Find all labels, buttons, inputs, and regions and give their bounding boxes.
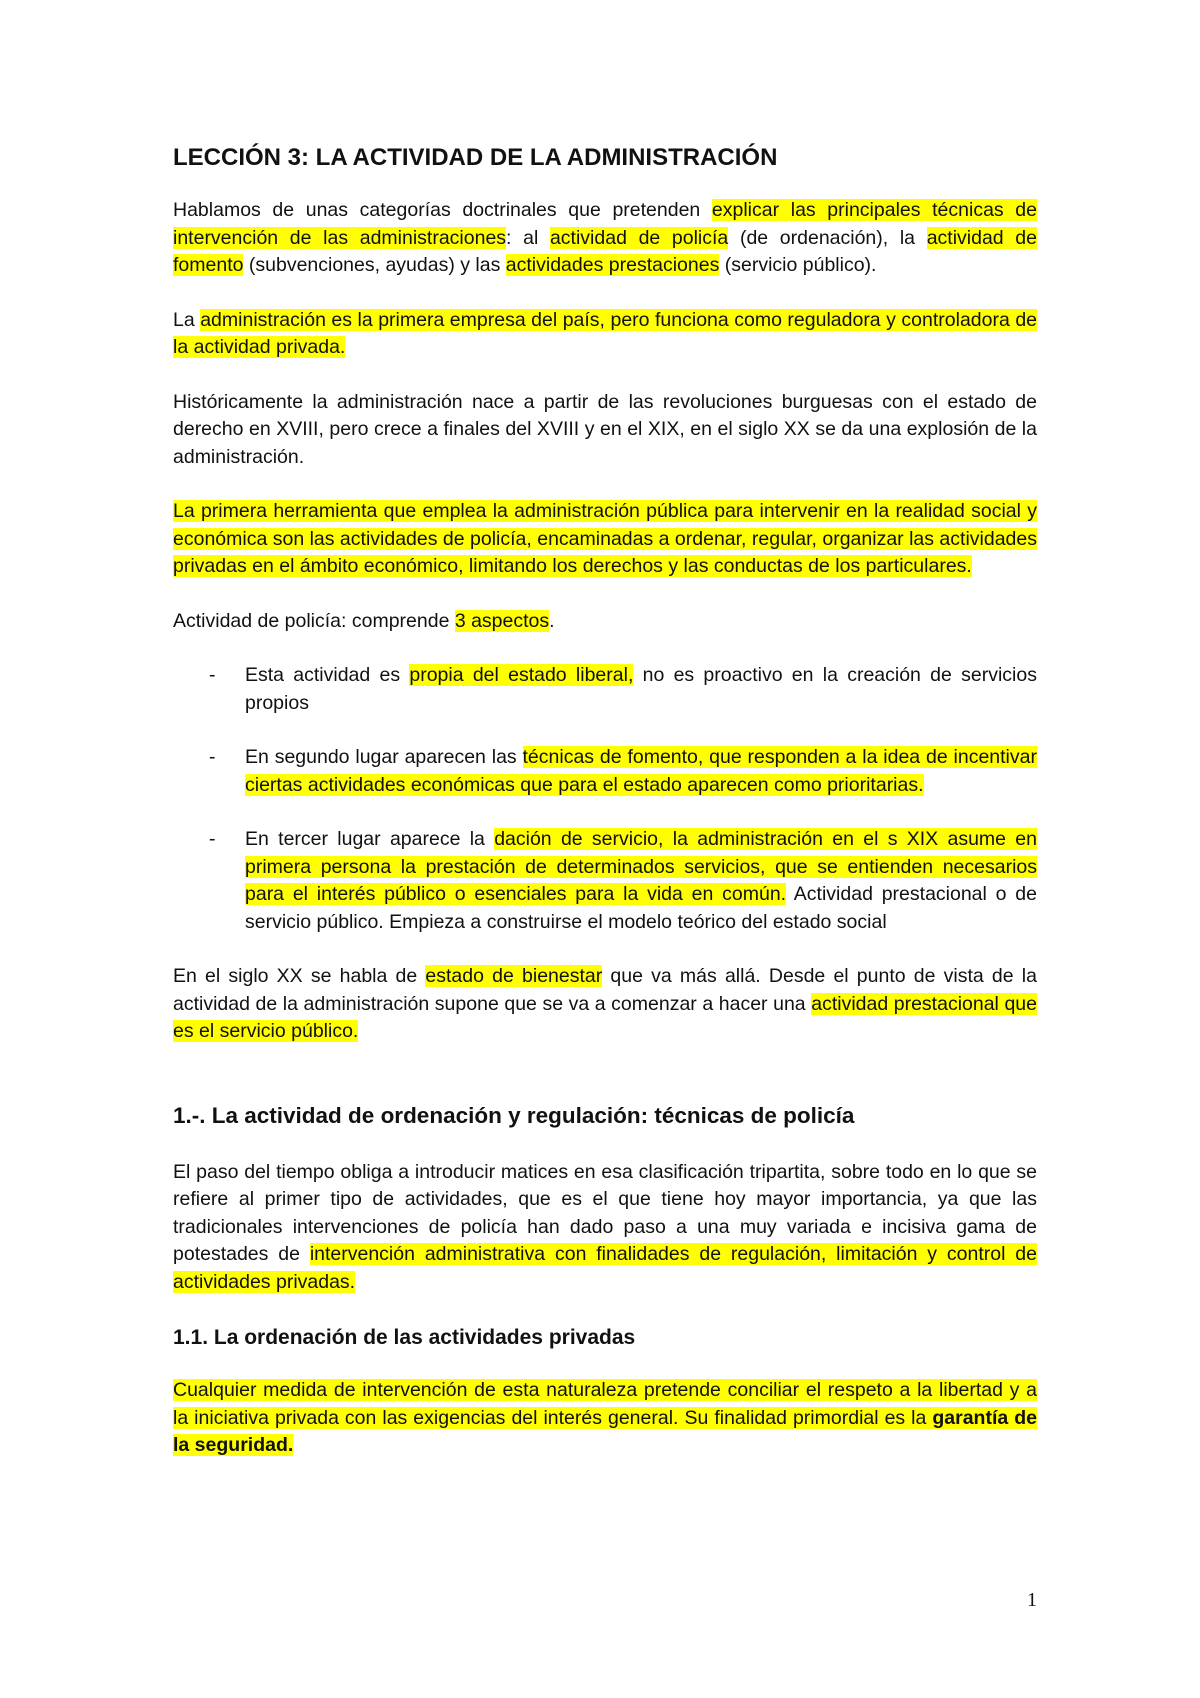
section-heading-1-1: 1.1. La ordenación de las actividades privadas (173, 1326, 636, 1349)
bullet-marker: - (209, 828, 216, 850)
highlighted-text: Cualquier medida de intervención de esta naturaleza pretende conciliar el respeto a la libertad y a la iniciativa privada con las exigencias del interés general. Su finalidad primordial es la (173, 1379, 1037, 1429)
highlighted-text: dación de servicio, la administración en el s XIX asume en primera persona la prestación de determinados servicios, que se entienden necesarios para el interés público o esenciales para la vida en común. (245, 828, 1037, 905)
bullet-text (245, 826, 1037, 936)
document-title: LECCIÓN 3: LA ACTIVIDAD DE LA ADMINISTRACIÓN (173, 144, 778, 171)
bullet-text (245, 744, 1037, 799)
text-run: . (549, 609, 555, 632)
document-body (173, 143, 1037, 1487)
highlighted-text: estado de bienestar (425, 965, 603, 987)
bullet-item-2 (173, 744, 1037, 799)
text-run: (de ordenación), la (728, 226, 927, 249)
highlighted-text: 3 aspectos (454, 609, 550, 632)
highlighted-text: técnicas de fomento, que responden a la idea de incentivar ciertas actividades económicas que para el estado aparecen como prioritarias. (245, 746, 1037, 796)
text-run: Actividad de policía: comprende (173, 609, 455, 632)
text-run: no es proactivo en la creación de servicios propios (245, 664, 1037, 714)
highlighted-text: actividad prestacional que es el servicio público. (173, 992, 1037, 1042)
bullet-text (245, 662, 1037, 717)
text-run: La (173, 308, 201, 331)
text-run: El paso del tiempo obliga a introducir matices en esa clasificación tripartita, sobre todo en lo que se refiere al primer tipo de actividades, que es el que tiene hoy mayor importancia, ya que las tradicionales intervenciones de policía han dado paso a una muy variada e incisiva gama de potestades de (173, 1160, 1037, 1265)
highlighted-text: actividad de fomento (173, 226, 1037, 276)
highlighted-text: intervención administrativa con finalidades de regulación, limitación y control de actividades privadas. (173, 1243, 1037, 1293)
intro-paragraph-3: Históricamente la administración nace a partir de las revoluciones burguesas con el estado de derecho en XVIII, pero crece a finales del XVIII y en el XIX, en el siglo XX se da una explosión de la administración. (173, 390, 1037, 468)
text-run: En segundo lugar aparecen las (245, 746, 523, 768)
bullet-item-1 (173, 662, 1037, 717)
highlighted-text: actividades prestaciones (505, 254, 720, 276)
intro-paragraph-1 (173, 197, 1037, 280)
intro-paragraph-4 (173, 498, 1037, 581)
text-run: : al (506, 226, 550, 249)
page-number: 1 (1027, 1589, 1037, 1611)
text-run: En el siglo XX se habla de (173, 965, 426, 987)
highlighted-text: administración es la primera empresa del país, pero funciona como reguladora y controladora de la actividad privada. (173, 308, 1038, 358)
intro-paragraph-5 (173, 608, 1037, 636)
text-run: Actividad prestacional o de servicio público. Empieza a construirse el modelo teórico del estado social (245, 883, 1037, 933)
highlighted-text: La primera herramienta que emplea la administración pública para intervenir en la realidad social y económica son las actividades de policía, encaminadas a ordenar, regular, organizar las actividades privadas en el ámbito económico, limitando los derechos y las conductas de los particulares. (173, 500, 1037, 577)
paragraph-estado-bienestar (173, 963, 1037, 1046)
bullet-item-3 (173, 826, 1037, 936)
text-run: (servicio público). (719, 254, 877, 276)
highlighted-text: explicar las principales técnicas de intervención de las administraciones (173, 199, 1037, 249)
highlighted-text: actividad de policía (549, 226, 729, 249)
section-1-paragraph (173, 1159, 1037, 1297)
text-run: (subvenciones, ayudas) y las (243, 254, 506, 276)
highlighted-text: propia del estado liberal, (409, 664, 634, 686)
section-heading-1: 1.-. La actividad de ordenación y regulación: técnicas de policía (173, 1102, 855, 1128)
text-run: En tercer lugar aparece la (245, 828, 495, 850)
section-1-1-paragraph (173, 1377, 1037, 1460)
highlighted-bold-text: garantía de la seguridad. (173, 1406, 1037, 1456)
intro-paragraph-2 (173, 307, 1037, 362)
bullet-marker: - (209, 664, 216, 686)
bullet-marker: - (209, 746, 216, 768)
text-run: Esta actividad es (245, 664, 410, 686)
text-run: Hablamos de unas categorías doctrinales que pretenden (173, 199, 712, 221)
text-run: que va más allá. Desde el punto de vista de la actividad de la administración supone que se va a comenzar a hacer una (173, 965, 1037, 1015)
